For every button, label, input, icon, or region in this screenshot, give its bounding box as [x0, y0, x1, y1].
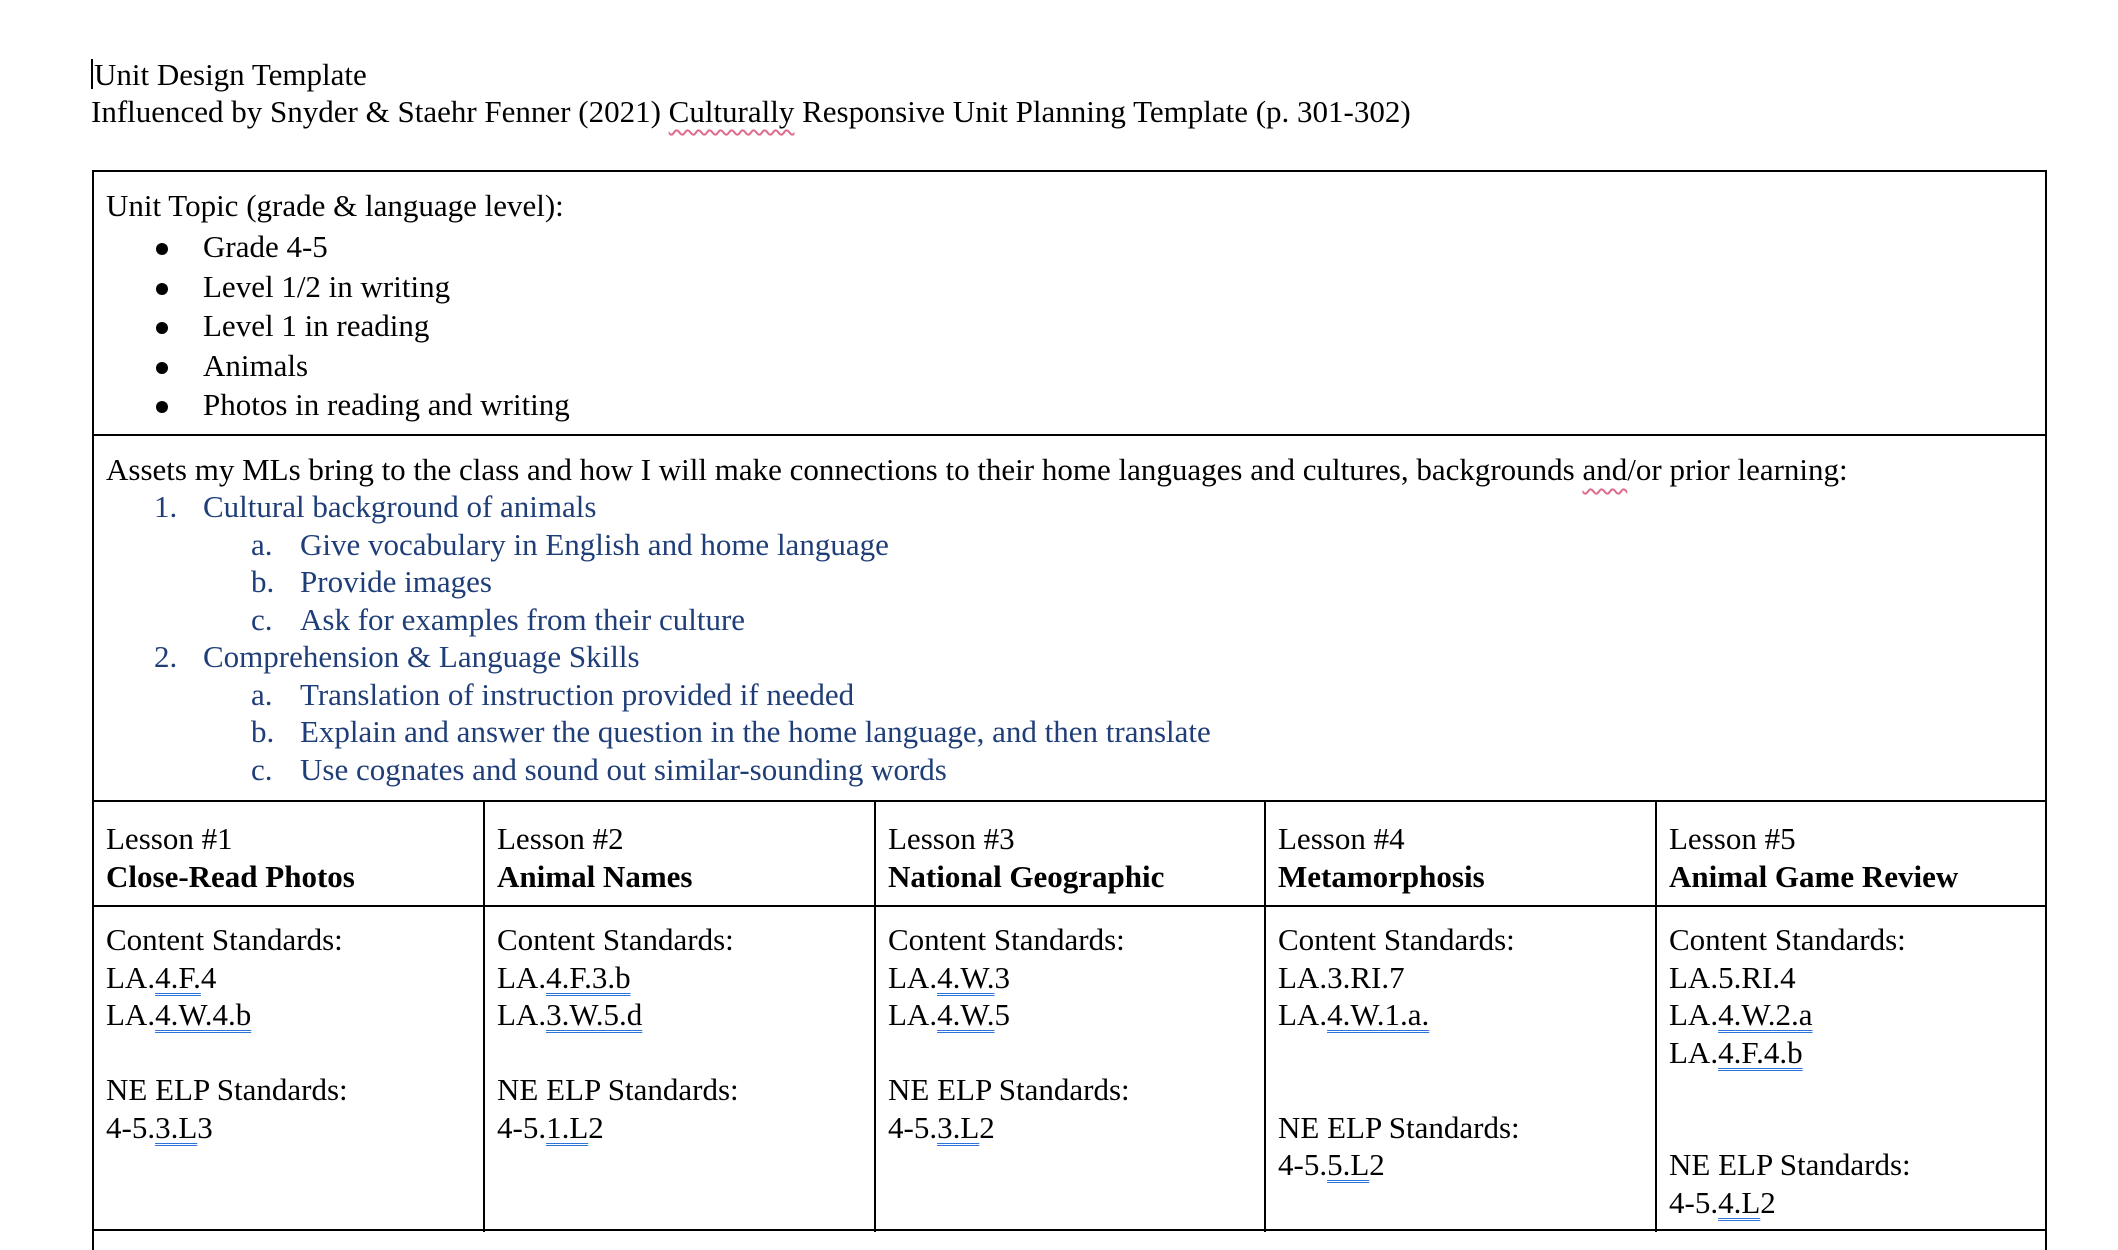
elp-standards-label: NE ELP Standards: [1278, 1109, 1520, 1145]
lesson-1-header[interactable] [106, 820, 355, 895]
lesson-1-standards[interactable] [106, 921, 348, 1146]
lesson-number: Lesson #3 [888, 821, 1015, 856]
sub-list [203, 526, 1848, 639]
list-item: b. Explain and answer the question in the home language, and then translate [251, 714, 1211, 749]
content-standards-label: Content Standards: [106, 922, 343, 957]
standard-code: LA.5.RI.4 [1669, 959, 1796, 995]
standard-code: LA.4.W.4.b [106, 997, 252, 1032]
assets-cell[interactable] [106, 451, 1848, 788]
unit-topic-list [106, 227, 570, 425]
standard-code: LA.4.W.3 [888, 959, 1010, 995]
lesson-4-standards[interactable] [1278, 921, 1520, 1184]
standard-code: 4-5.4.L2 [1669, 1184, 1776, 1220]
row-divider [92, 905, 2047, 907]
spellcheck-flag[interactable]: Culturally [668, 94, 795, 129]
sub-list [203, 676, 1848, 789]
list-item: 2. Comprehension & Language Skills a. Translation of instruction provided if needed b. Explain and answer the question in the home language, and then translate c. Use cognates and sound out similar-sounding words [106, 638, 1848, 788]
lesson-name: Animal Game Review [1669, 858, 1959, 894]
lesson-number: Lesson #1 [106, 821, 233, 856]
lesson-name: Metamorphosis [1278, 858, 1485, 894]
content-standards-label: Content Standards: [1669, 922, 1906, 957]
assets-list [106, 488, 1848, 788]
lesson-5-standards[interactable] [1669, 921, 1911, 1221]
standard-code: 4-5.3.L2 [888, 1109, 995, 1145]
list-item: c. Ask for examples from their culture [251, 601, 746, 637]
standard-code: LA.4.W.2.a [1669, 997, 1813, 1032]
lesson-name: National Geographic [888, 858, 1165, 894]
list-item: b. Provide images [251, 564, 492, 599]
elp-standards-label: NE ELP Standards: [106, 1072, 348, 1107]
standard-code: 4-5.3.L3 [106, 1109, 213, 1145]
elp-standards-label: NE ELP Standards: [888, 1072, 1130, 1107]
list-item: Grade 4-5 [106, 227, 570, 267]
lesson-3-header[interactable] [888, 820, 1164, 895]
lesson-number: Lesson #4 [1278, 821, 1405, 856]
spellcheck-flag[interactable]: and [1582, 452, 1628, 487]
row-divider [92, 1229, 2047, 1231]
elp-standards-label: NE ELP Standards: [1669, 1147, 1911, 1182]
standard-code: LA.3.W.5.d [497, 997, 643, 1032]
content-standards-label: Content Standards: [1278, 922, 1515, 957]
list-item: c. Use cognates and sound out similar-sounding words [251, 751, 947, 787]
text-cursor [91, 59, 93, 89]
lesson-5-header[interactable] [1669, 820, 1958, 895]
list-item: 1. Cultural background of animals a. Give vocabulary in English and home language b. Provide images c. Ask for examples from their culture [106, 488, 1848, 638]
lesson-name: Animal Names [497, 858, 693, 894]
lesson-2-header[interactable] [497, 820, 692, 895]
standard-code: LA.4.F.4 [106, 959, 217, 995]
standard-code: LA.4.F.4.b [1669, 1034, 1803, 1070]
list-item: Level 1/2 in writing [106, 267, 570, 307]
standard-code: LA.3.RI.7 [1278, 959, 1405, 995]
standard-code: 4-5.5.L2 [1278, 1147, 1385, 1182]
lesson-2-standards[interactable] [497, 921, 739, 1146]
lesson-number: Lesson #5 [1669, 821, 1796, 856]
column-divider [874, 800, 876, 1232]
list-item: a. Translation of instruction provided if needed [251, 676, 855, 712]
lesson-3-standards[interactable] [888, 921, 1130, 1146]
row-divider [92, 800, 2047, 802]
list-item: Photos in reading and writing [106, 385, 570, 425]
lesson-number: Lesson #2 [497, 821, 624, 856]
assets-heading: Assets my MLs bring to the class and how I will make connections to their home languages and cultures, backgrounds and/or prior learning: [106, 452, 1848, 487]
column-divider [1264, 800, 1266, 1232]
lesson-4-header[interactable] [1278, 820, 1485, 895]
standard-code: LA.4.F.3.b [497, 959, 631, 995]
elp-standards-label: NE ELP Standards: [497, 1072, 739, 1107]
column-divider [483, 800, 485, 1232]
unit-topic-heading: Unit Topic (grade & language level): [106, 188, 564, 223]
document-title[interactable]: Unit Design Template [91, 56, 1411, 93]
lesson-name: Close-Read Photos [106, 858, 355, 894]
row-divider [92, 434, 2047, 436]
standard-code: LA.4.W.1.a. [1278, 997, 1430, 1032]
list-item: Level 1 in reading [106, 306, 570, 346]
standard-code: LA.4.W.5 [888, 997, 1010, 1032]
column-divider [1655, 800, 1657, 1232]
list-item: Animals [106, 346, 570, 386]
content-standards-label: Content Standards: [497, 922, 734, 957]
document-subtitle[interactable]: Influenced by Snyder & Staehr Fenner (2021) Culturally Responsive Unit Planning Template (p. 301-302) [91, 94, 1411, 129]
standard-code: 4-5.1.L2 [497, 1109, 604, 1145]
unit-topic-cell[interactable] [106, 187, 570, 425]
document-header [91, 56, 1411, 130]
list-item: a. Give vocabulary in English and home language [251, 526, 889, 562]
content-standards-label: Content Standards: [888, 922, 1125, 957]
